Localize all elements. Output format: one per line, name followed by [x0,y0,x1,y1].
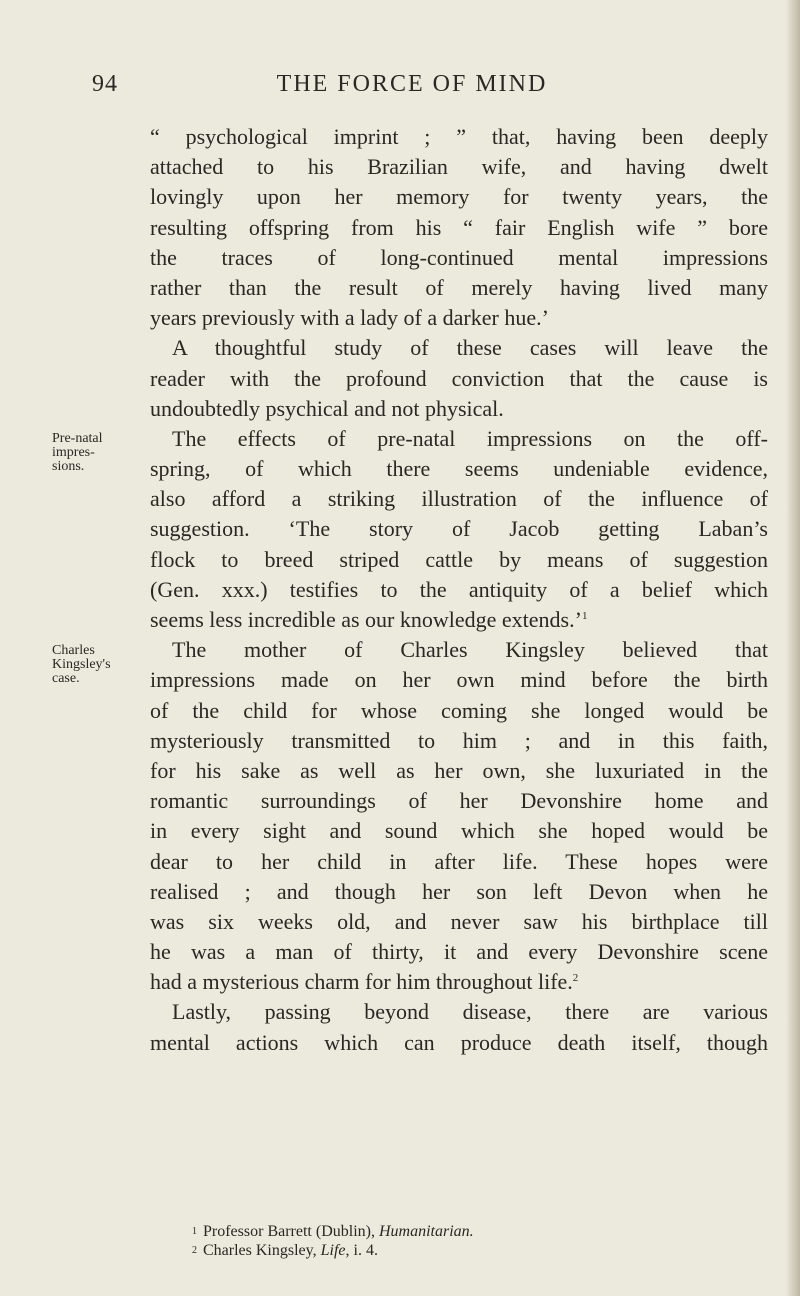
footnote-italic: Life [320,1242,346,1259]
text-line: impressions made on her own mind before the birth [150,667,768,693]
text-line: attached to his Brazilian wife, and having dwelt [150,154,768,180]
footnote-text: Professor Barrett (Dublin), [203,1223,379,1240]
text-line: spring, of which there seems undeniable evidence, [150,456,768,482]
footnote [192,1241,474,1260]
margin-note-line: impres- [52,445,95,460]
text-line: A thoughtful study of these cases will leave the [172,335,768,361]
footnote-mark: 2 [192,1245,197,1256]
margin-note-kingsley [52,644,148,686]
footnote-ref: 1 [581,610,588,622]
text-line: rather than the result of merely having lived many [150,274,768,300]
footnote [192,1222,474,1241]
footnotes [192,1222,474,1260]
text-line: The effects of pre-natal impressions on the off- [172,425,768,451]
margin-note-line: Kingsley's [52,657,111,672]
text-line: for his sake as well as her own, she luxuriated in the [150,757,768,783]
text-line: suggestion. ‘The story of Jacob getting Laban’s [150,516,768,542]
margin-note-line: sions. [52,459,85,474]
margin-note-line: Pre-natal [52,431,103,446]
text-line: (Gen. xxx.) testifies to the antiquity of a belief which [150,576,768,602]
body-text [150,122,768,1058]
text-line: in every sight and sound which she hoped would be [150,818,768,844]
text-line: lovingly upon her memory for twenty years, the [150,184,768,210]
text-line [150,605,768,635]
running-title: THE FORCE OF MIND [276,71,548,97]
text-line: romantic surroundings of her Devonshire home and [150,788,768,814]
text-line: realised ; and though her son left Devon when he [150,878,768,904]
text-line: reader with the profound conviction that the cause is [150,365,768,391]
text-line: The mother of Charles Kingsley believed that [172,637,768,663]
text-line: the traces of long-continued mental impressions [150,244,768,270]
text-line: “ psychological imprint ; ” that, having been deeply [150,124,768,149]
footnote-text: Charles Kingsley, [203,1242,321,1259]
page-number: 94 [92,71,118,97]
text-line: flock to breed striped cattle by means of suggestion [150,546,768,572]
page-header [92,68,732,100]
text-line: resulting offspring from his “ fair English wife ” bore [150,214,768,240]
margin-note-line: case. [52,671,80,686]
footnote-ref: 2 [572,972,579,985]
margin-note-prenatal [52,432,148,474]
text-line: mysteriously transmitted to him ; and in this faith, [150,727,768,753]
text-line: also afford a striking illustration of the influence of [150,486,768,512]
text-line [150,967,768,997]
text-line: was six weeks old, and never saw his birthplace till [150,908,768,934]
text-line: Lastly, passing beyond disease, there are various [172,999,768,1025]
footnote-italic: Humanitarian. [378,1223,474,1240]
text-line-content: seems less incredible as our knowledge extends.’ [150,607,582,632]
page-edge-shadow [786,0,800,1296]
text-line: of the child for whose coming she longed would be [150,697,768,723]
text-line: years previously with a lady of a darker hue.’ [150,305,549,331]
text-line: mental actions which can produce death itself, though [150,1029,768,1055]
footnote-mark: 1 [192,1226,197,1237]
margin-note-line: Charles [52,643,95,658]
text-line-content: had a mysterious charm for him throughout life. [150,969,573,995]
footnote-rest: , i. 4. [345,1242,378,1259]
text-line: undoubtedly psychical and not physical. [150,395,504,421]
text-line: he was a man of thirty, it and every Devonshire scene [150,939,768,965]
text-line: dear to her child in after life. These hopes were [150,848,768,874]
